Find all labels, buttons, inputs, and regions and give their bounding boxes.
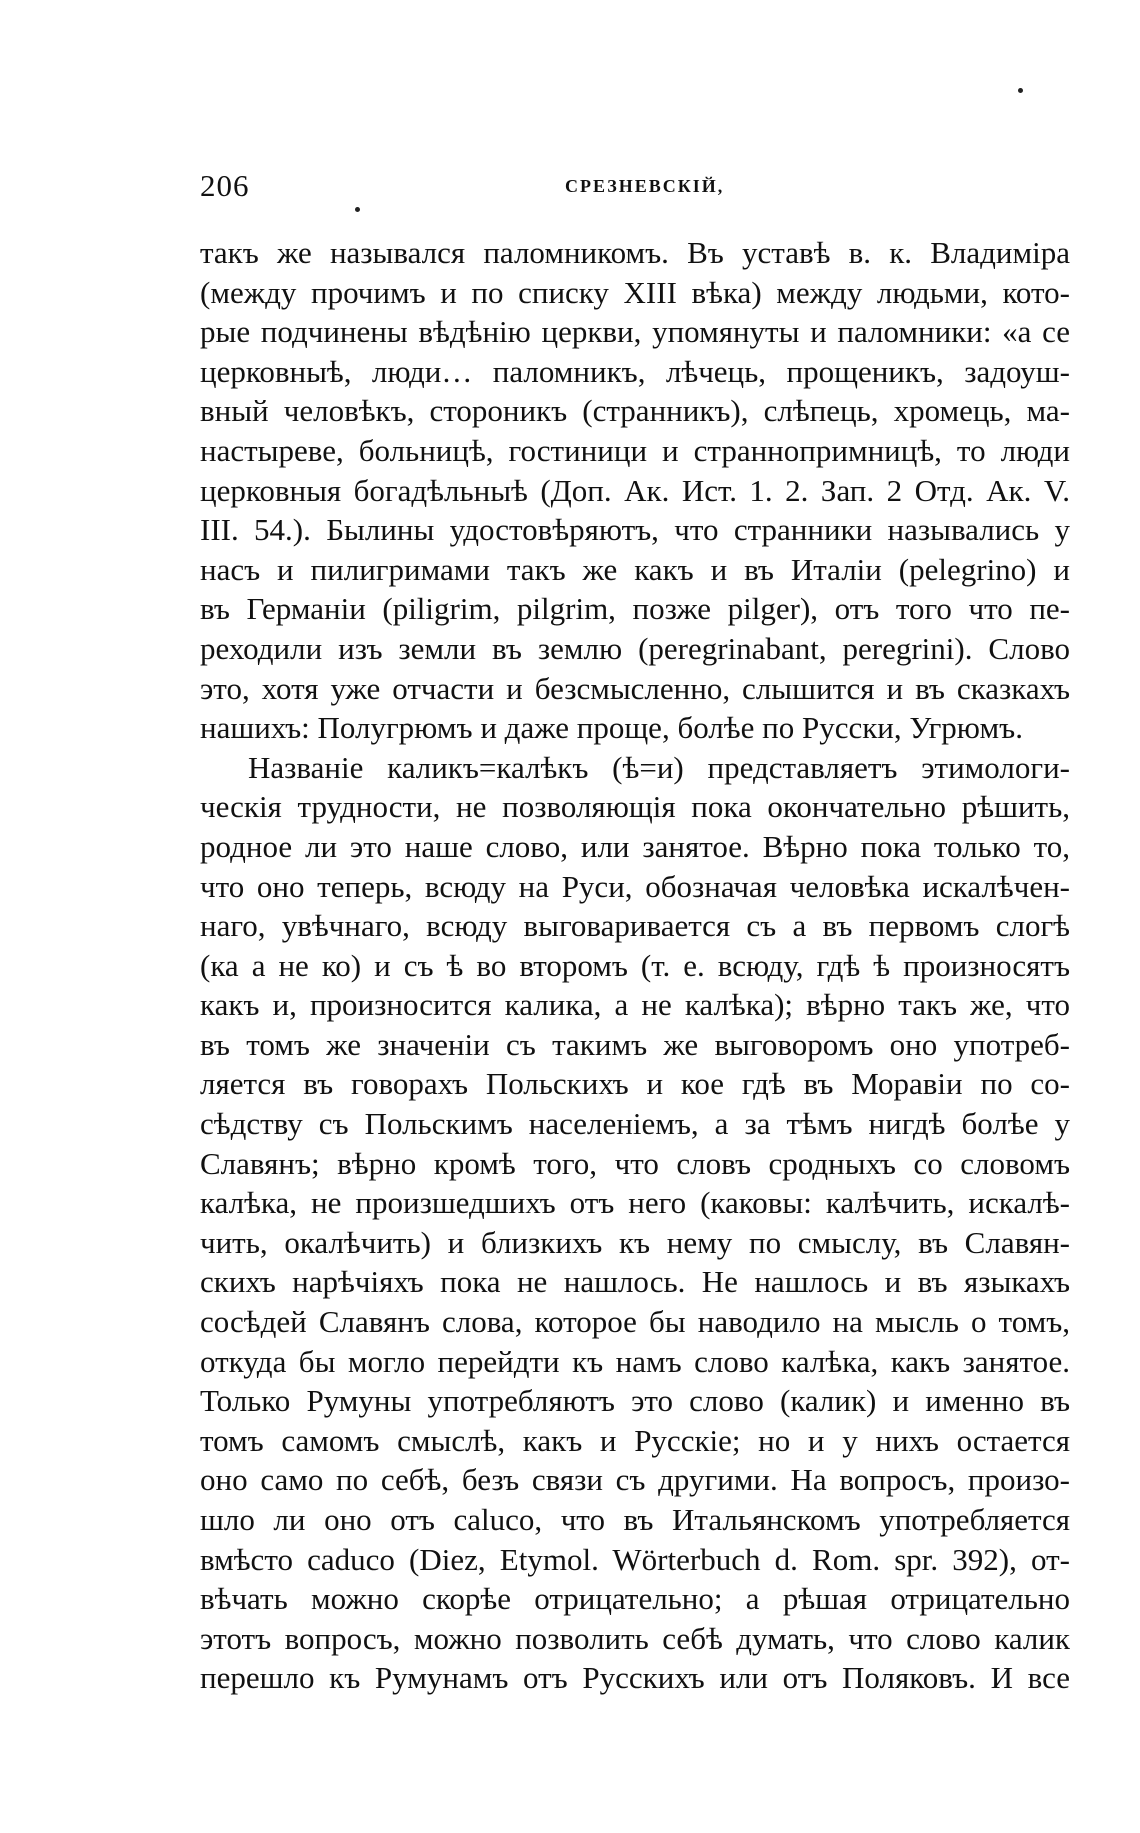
- text-line: въ Германіи (piligrim, pilgrim, позже pilger), отъ того что пе-: [200, 591, 1070, 627]
- page-header: [200, 168, 1070, 212]
- text-line: реходили изъ земли въ землю (peregrinabant, peregrini). Слово: [200, 630, 1070, 666]
- text-line: родное ли это наше слово, или занятое. Вѣрно пока только то,: [200, 828, 1070, 864]
- text-line: сосѣдей Славянъ слова, которое бы наводило на мысль о томъ,: [200, 1304, 1070, 1340]
- paragraph-1: [200, 233, 1070, 748]
- text-line: (ка а не ко) и съ ѣ во второмъ (т. е. всюду, гдѣ ѣ произносятъ: [200, 947, 1070, 983]
- text-line: вѣчать можно скорѣе отрицательно; а рѣшая отрицательно: [200, 1581, 1070, 1617]
- text-line: церковныѣ, люди… паломникъ, лѣчець, прощеникъ, задоуш-: [200, 353, 1070, 389]
- page-number: 206: [200, 168, 250, 203]
- paragraph-2: [200, 748, 1070, 1698]
- running-title: СРЕЗНЕВСКІЙ,: [565, 176, 725, 196]
- text-line: что оно теперь, всюду на Руси, обозначая человѣка искалѣчен-: [200, 868, 1070, 904]
- text-line: оно само по себѣ, безъ связи съ другими. На вопросъ, произо-: [200, 1462, 1070, 1498]
- text-line: какъ и, произносится калика, а не калѣка); вѣрно такъ же, что: [200, 987, 1070, 1023]
- text-line: нашихъ: Полугрюмъ и даже проще, болѣе по Русски, Угрюмъ.: [200, 710, 1023, 746]
- text-line: чить, окалѣчить) и близкихъ къ нему по смыслу, въ Славян-: [200, 1224, 1070, 1260]
- text-line: вмѣсто caduco (Diez, Etymol. Wörterbuch d. Rom. spr. 392), от-: [200, 1541, 1070, 1577]
- text-line: насъ и пилигримами такъ же какъ и въ Италіи (pelegrino) и: [200, 551, 1070, 587]
- text-line: такъ же назывался паломникомъ. Въ уставѣ в. к. Владиміра: [200, 235, 1070, 270]
- text-line: вный человѣкъ, стороникъ (странникъ), слѣпець, хромець, ма-: [200, 393, 1070, 429]
- text-line: (между прочимъ и по списку XIII вѣка) между людьми, кото-: [200, 274, 1070, 310]
- text-line: ляется въ говорахъ Польскихъ и кое гдѣ въ Моравіи по со-: [200, 1066, 1070, 1102]
- text-line: калѣка, не произшедшихъ отъ него (каковы: калѣчить, искалѣ-: [200, 1185, 1070, 1221]
- text-line: сѣдству съ Польскимъ населеніемъ, а за тѣмъ нигдѣ болѣе у: [200, 1106, 1070, 1142]
- text-line: настыреве, больницѣ, гостиници и страннопримницѣ, то люди: [200, 432, 1070, 468]
- text-line: откуда бы могло перейдти къ намъ слово калѣка, какъ занятое.: [200, 1343, 1070, 1379]
- text-line: въ томъ же значеніи съ такимъ же выговоромъ оно употреб-: [200, 1026, 1070, 1062]
- body-text: [200, 233, 1070, 1698]
- text-line: церковныя богадѣльныѣ (Доп. Ак. Ист. 1. 2. Зап. 2 Отд. Ак. V.: [200, 472, 1070, 508]
- text-line: перешло къ Румунамъ отъ Русскихъ или отъ Поляковъ. И все: [200, 1660, 1070, 1696]
- text-line: III. 54.). Былины удостовѣряютъ, что странники назывались у: [200, 512, 1070, 548]
- text-line: это, хотя уже отчасти и безсмысленно, слышится и въ сказкахъ: [200, 670, 1070, 706]
- text-line: ческія трудности, не позволяющія пока окончательно рѣшить,: [200, 789, 1070, 825]
- print-speck: [1018, 88, 1023, 93]
- text-line: томъ самомъ смыслѣ, какъ и Русскіе; но и у нихъ остается: [200, 1422, 1070, 1458]
- text-line: наго, увѣчнаго, всюду выговаривается съ а въ первомъ слогѣ: [200, 908, 1070, 944]
- text-line: рые подчинены вѣдѣнію церкви, упомянуты и паломники: «а се: [200, 314, 1070, 350]
- text-line: Только Румуны употребляютъ это слово (калик) и именно въ: [200, 1383, 1070, 1419]
- text-line: шло ли оно отъ caluco, что въ Итальянскомъ употребляется: [200, 1502, 1070, 1537]
- text-line: этотъ вопросъ, можно позволить себѣ думать, что слово калик: [200, 1620, 1070, 1656]
- text-line: скихъ нарѣчіяхъ пока не нашлось. Не нашлось и въ языкахъ: [200, 1264, 1070, 1300]
- text-line: Названіе каликъ=калѣкъ (ѣ=и) представляетъ этимологи-: [248, 749, 1070, 785]
- text-line: Славянъ; вѣрно кромѣ того, что словъ сродныхъ со словомъ: [200, 1145, 1070, 1181]
